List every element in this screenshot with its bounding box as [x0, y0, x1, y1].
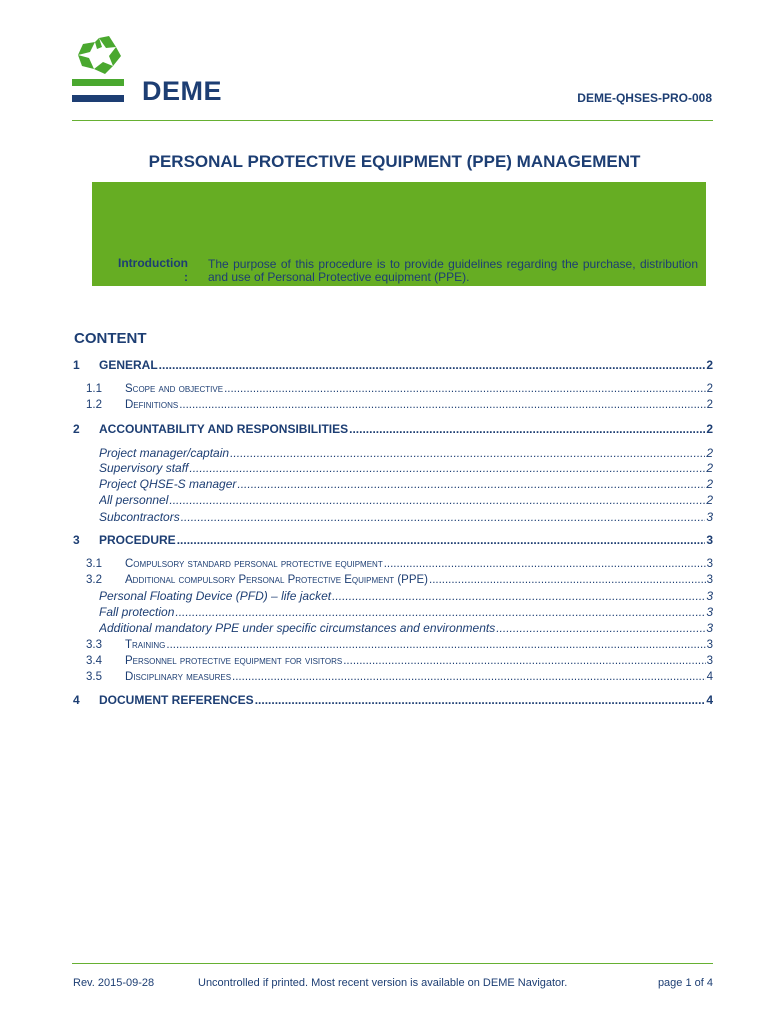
content-heading: CONTENT	[74, 330, 147, 347]
toc-entry-label: Personal Floating Device (PFD) – life jacket	[99, 589, 332, 603]
toc-leader-dots	[177, 533, 706, 547]
toc-entry-page: 3	[706, 589, 713, 603]
toc-entry-label: Disciplinary measures	[125, 671, 232, 683]
toc-entry-page: 2	[706, 399, 713, 411]
toc-entry-number: 3.2	[86, 574, 102, 586]
toc-entry[interactable]	[86, 573, 713, 587]
toc-entry-page: 3	[706, 655, 713, 667]
toc-leader-dots	[343, 654, 705, 668]
toc-entry[interactable]	[86, 638, 713, 652]
toc-entry[interactable]	[99, 589, 713, 603]
footer-divider	[72, 963, 713, 964]
toc-entry[interactable]	[73, 533, 713, 547]
toc-entry[interactable]	[99, 493, 713, 507]
toc-entry-label: Definitions	[125, 399, 179, 411]
toc-entry-number: 3	[73, 533, 80, 547]
toc-entry-page: 3	[706, 510, 713, 524]
footer-page-number: page 1 of 4	[657, 977, 713, 989]
toc-entry-number: 4	[73, 693, 80, 707]
toc-entry-label: Compulsory standard personal protective equipment	[125, 558, 383, 570]
header-divider	[72, 120, 713, 121]
toc-entry-page: 2	[706, 461, 713, 475]
toc-leader-dots	[232, 670, 706, 684]
toc-entry[interactable]	[99, 461, 713, 475]
toc-leader-dots	[496, 621, 705, 635]
toc-entry[interactable]	[99, 477, 713, 491]
toc-leader-dots	[159, 358, 706, 372]
toc-entry-number: 3.3	[86, 639, 102, 651]
toc-entry[interactable]	[86, 398, 713, 412]
toc-entry-label: ACCOUNTABILITY AND RESPONSIBILITIES	[99, 422, 349, 436]
toc-leader-dots	[166, 638, 705, 652]
toc-entry-label: Additional compulsory Personal Protective Equipment (PPE)	[125, 574, 428, 586]
toc-entry-number: 2	[73, 422, 80, 436]
toc-entry-page: 2	[706, 422, 713, 436]
toc-entry-number: 3.4	[86, 655, 102, 667]
toc-leader-dots	[429, 573, 706, 587]
toc-entry-label: Subcontractors	[99, 510, 180, 524]
toc-leader-dots	[179, 398, 705, 412]
toc-entry[interactable]	[86, 382, 713, 396]
introduction-text: The purpose of this procedure is to provide guidelines regarding the purchase, distribution and use of Personal Protective equipment (PPE).	[208, 257, 698, 284]
toc-entry[interactable]	[86, 654, 713, 668]
toc-entry[interactable]	[99, 446, 713, 460]
toc-entry-number: 3.1	[86, 558, 102, 570]
toc-entry-label: Supervisory staff	[99, 461, 189, 475]
page-title: PERSONAL PROTECTIVE EQUIPMENT (PPE) MANAGEMENT	[148, 152, 641, 171]
toc-entry[interactable]	[73, 693, 713, 707]
toc-entry-page: 3	[706, 558, 713, 570]
toc-entry-label: Personnel protective equipment for visitors	[125, 655, 343, 667]
toc-entry-label: Scope and objective	[125, 383, 224, 395]
toc-entry-label: Project QHSE-S manager	[99, 477, 237, 491]
toc-entry[interactable]	[99, 621, 713, 635]
toc-leader-dots	[169, 493, 705, 507]
footer-revision: Rev. 2015-09-28	[73, 977, 155, 989]
toc-entry-number: 1.1	[86, 383, 102, 395]
toc-entry-label: Training	[125, 639, 166, 651]
toc-entry-page: 4	[706, 671, 713, 683]
toc-entry-label: GENERAL	[99, 358, 158, 372]
toc-leader-dots	[332, 589, 705, 603]
toc-entry-page: 2	[706, 358, 713, 372]
toc-leader-dots	[255, 693, 706, 707]
toc-entry-page: 3	[706, 639, 713, 651]
toc-entry-page: 2	[706, 446, 713, 460]
toc-leader-dots	[175, 605, 705, 619]
toc-entry[interactable]	[99, 510, 713, 524]
toc-leader-dots	[181, 510, 706, 524]
toc-entry-number: 1	[73, 358, 80, 372]
toc-entry-page: 3	[706, 605, 713, 619]
toc-entry-number: 3.5	[86, 671, 102, 683]
toc-entry-label: Additional mandatory PPE under specific circumstances and environments	[99, 621, 496, 635]
toc-entry[interactable]	[86, 670, 713, 684]
toc-leader-dots	[237, 477, 705, 491]
document-code: DEME-QHSES-PRO-008	[577, 91, 712, 105]
toc-entry-number: 1.2	[86, 399, 102, 411]
toc-entry-page: 2	[706, 493, 713, 507]
toc-entry[interactable]	[86, 557, 713, 571]
toc-entry[interactable]	[73, 358, 713, 372]
toc-entry-label: DOCUMENT REFERENCES	[99, 693, 254, 707]
toc-entry-label: All personnel	[99, 493, 169, 507]
toc-leader-dots	[230, 446, 705, 460]
introduction-label-text: Introduction	[118, 256, 188, 270]
toc-entry-page: 4	[706, 693, 713, 707]
toc-entry-page: 3	[706, 533, 713, 547]
toc-leader-dots	[384, 557, 706, 571]
toc-entry-page: 3	[706, 621, 713, 635]
introduction-label	[104, 256, 188, 284]
toc-leader-dots	[189, 461, 705, 475]
logo-wordmark: DEME	[142, 76, 223, 106]
toc-entry-page: 2	[706, 477, 713, 491]
toc-entry-page: 2	[706, 383, 713, 395]
toc-entry-label: Fall protection	[99, 605, 175, 619]
toc-entry-label: Project manager/captain	[99, 446, 230, 460]
toc-entry-page: 3	[706, 574, 713, 586]
footer-notice: Uncontrolled if printed. Most recent version is available on DEME Navigator.	[198, 977, 568, 989]
toc-entry[interactable]	[99, 605, 713, 619]
toc-entry-label: PROCEDURE	[99, 533, 176, 547]
introduction-label-colon: :	[184, 270, 188, 284]
toc-entry[interactable]	[73, 422, 713, 436]
toc-leader-dots	[349, 422, 705, 436]
toc-leader-dots	[224, 382, 706, 396]
